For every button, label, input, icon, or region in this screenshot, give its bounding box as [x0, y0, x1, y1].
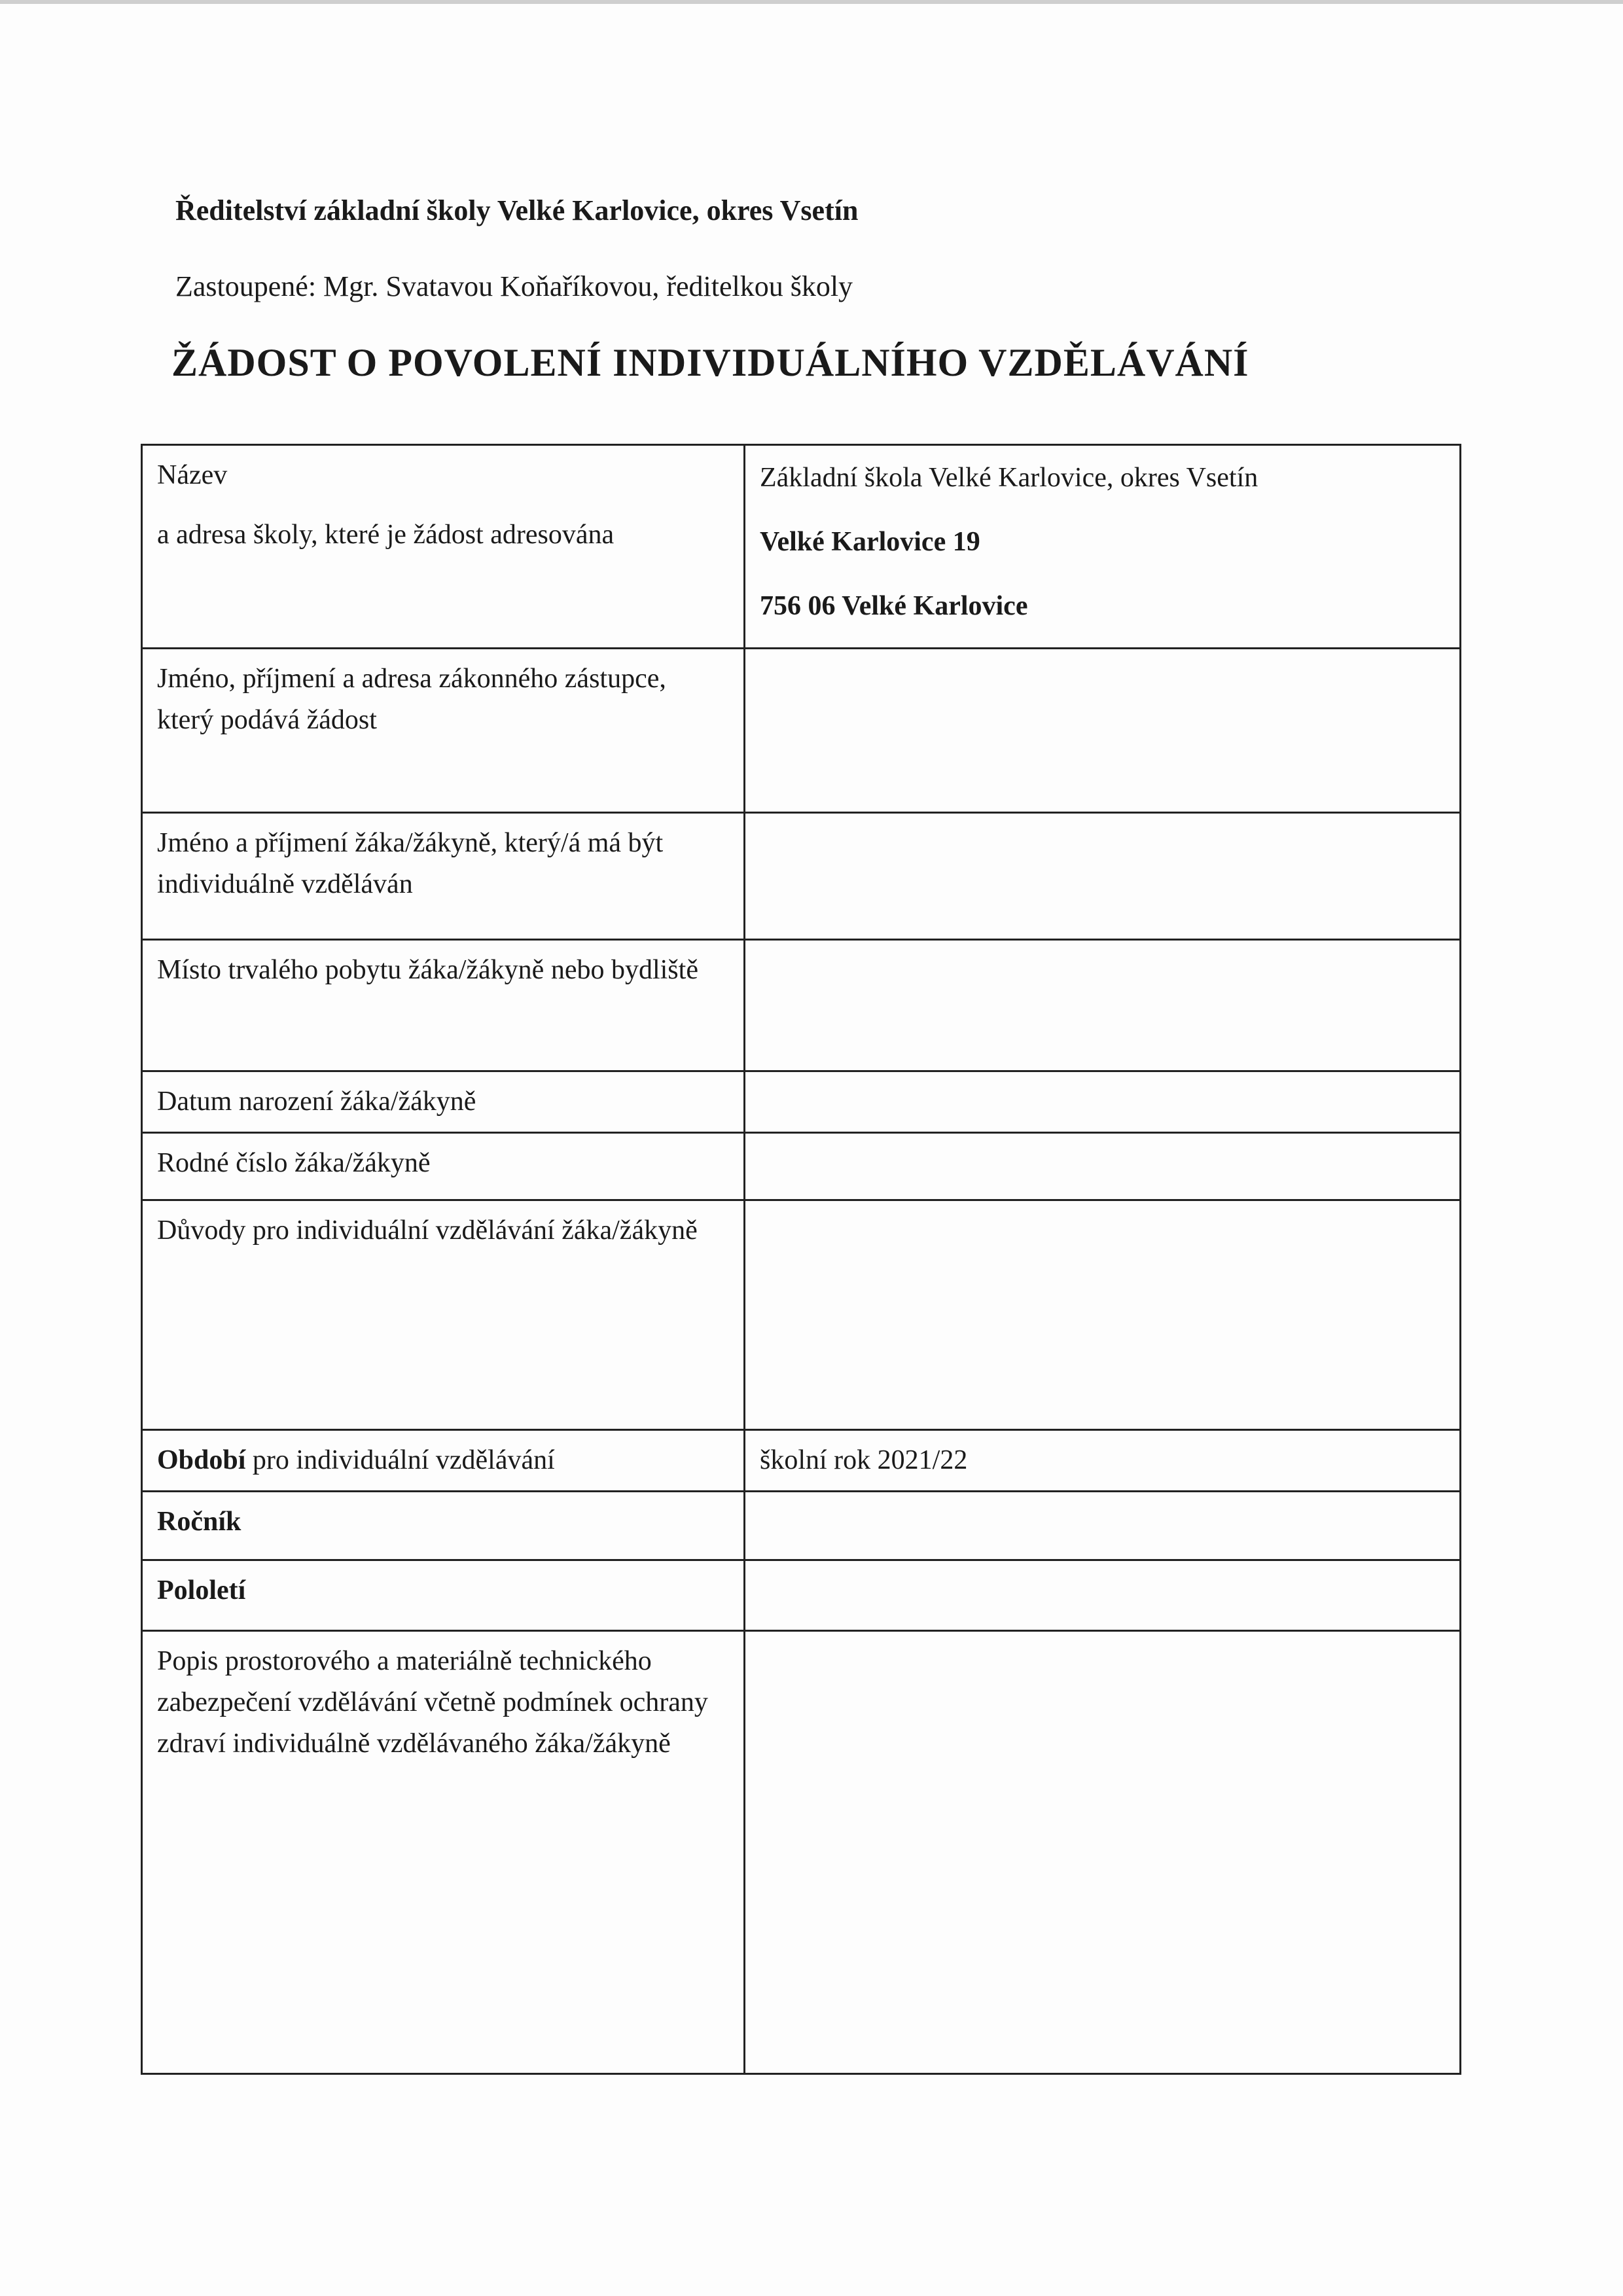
table-row — [142, 940, 1461, 1071]
table-row-description — [142, 1631, 1461, 2074]
school-city: 756 06 Velké Karlovice — [760, 591, 1028, 621]
table-row — [142, 1133, 1461, 1200]
table-row-school — [142, 445, 1461, 649]
label-cell: Místo trvalého pobytu žáka/žákyně nebo bydliště — [142, 940, 745, 1071]
label-cell: Jméno, příjmení a adresa zákonného zástupce, který podává žádost — [142, 649, 745, 813]
label-bold: Období — [157, 1445, 246, 1475]
value-cell[interactable] — [745, 1133, 1461, 1200]
value-cell[interactable] — [745, 649, 1461, 813]
value-cell[interactable] — [745, 1200, 1461, 1430]
authority-heading: Ředitelství základní školy Velké Karlovice, okres Vsetín — [175, 194, 859, 226]
table-row-semester — [142, 1560, 1461, 1631]
table-row-grade — [142, 1492, 1461, 1560]
label-cell: Datum narození žáka/žákyně — [142, 1071, 745, 1133]
value-cell[interactable] — [745, 940, 1461, 1071]
label-cell: Rodné číslo žáka/žákyně — [142, 1133, 745, 1200]
table-row — [142, 1071, 1461, 1133]
value-cell[interactable] — [745, 445, 1461, 649]
label-rest: pro individuální vzdělávání — [245, 1445, 555, 1475]
school-name: Základní škola Velké Karlovice, okres Vsetín — [760, 463, 1258, 493]
label-cell: Jméno a příjmení žáka/žákyně, který/á má být individuálně vzděláván — [142, 813, 745, 940]
label-cell: Pololetí — [142, 1560, 745, 1631]
table-row-period — [142, 1430, 1461, 1492]
table-row — [142, 649, 1461, 813]
document-title: ŽÁDOST O POVOLENÍ INDIVIDUÁLNÍHO VZDĚLÁVÁNÍ — [171, 341, 1249, 384]
value-cell[interactable] — [745, 1560, 1461, 1631]
school-street: Velké Karlovice 19 — [760, 527, 980, 557]
label-cell — [142, 1430, 745, 1492]
label-text: Název — [157, 460, 228, 490]
value-cell[interactable] — [745, 1631, 1461, 2074]
value-cell[interactable] — [745, 1492, 1461, 1560]
label-text: a adresa školy, které je žádost adresována — [157, 520, 615, 550]
label-cell — [142, 445, 745, 649]
represented-by: Zastoupené: Mgr. Svatavou Koňaříkovou, ředitelkou školy — [175, 270, 853, 302]
value-cell[interactable] — [745, 813, 1461, 940]
label-cell: Ročník — [142, 1492, 745, 1560]
table-row — [142, 813, 1461, 940]
application-form-table — [141, 444, 1461, 2075]
label-cell: Důvody pro individuální vzdělávání žáka/žákyně — [142, 1200, 745, 1430]
label-cell: Popis prostorového a materiálně technického zabezpečení vzdělávání včetně podmínek ochrany zdraví individuálně vzdělávaného žáka/žákyně — [142, 1631, 745, 2074]
scan-edge — [0, 0, 1623, 4]
table-row — [142, 1200, 1461, 1430]
value-cell[interactable] — [745, 1071, 1461, 1133]
value-cell[interactable]: školní rok 2021/22 — [745, 1430, 1461, 1492]
